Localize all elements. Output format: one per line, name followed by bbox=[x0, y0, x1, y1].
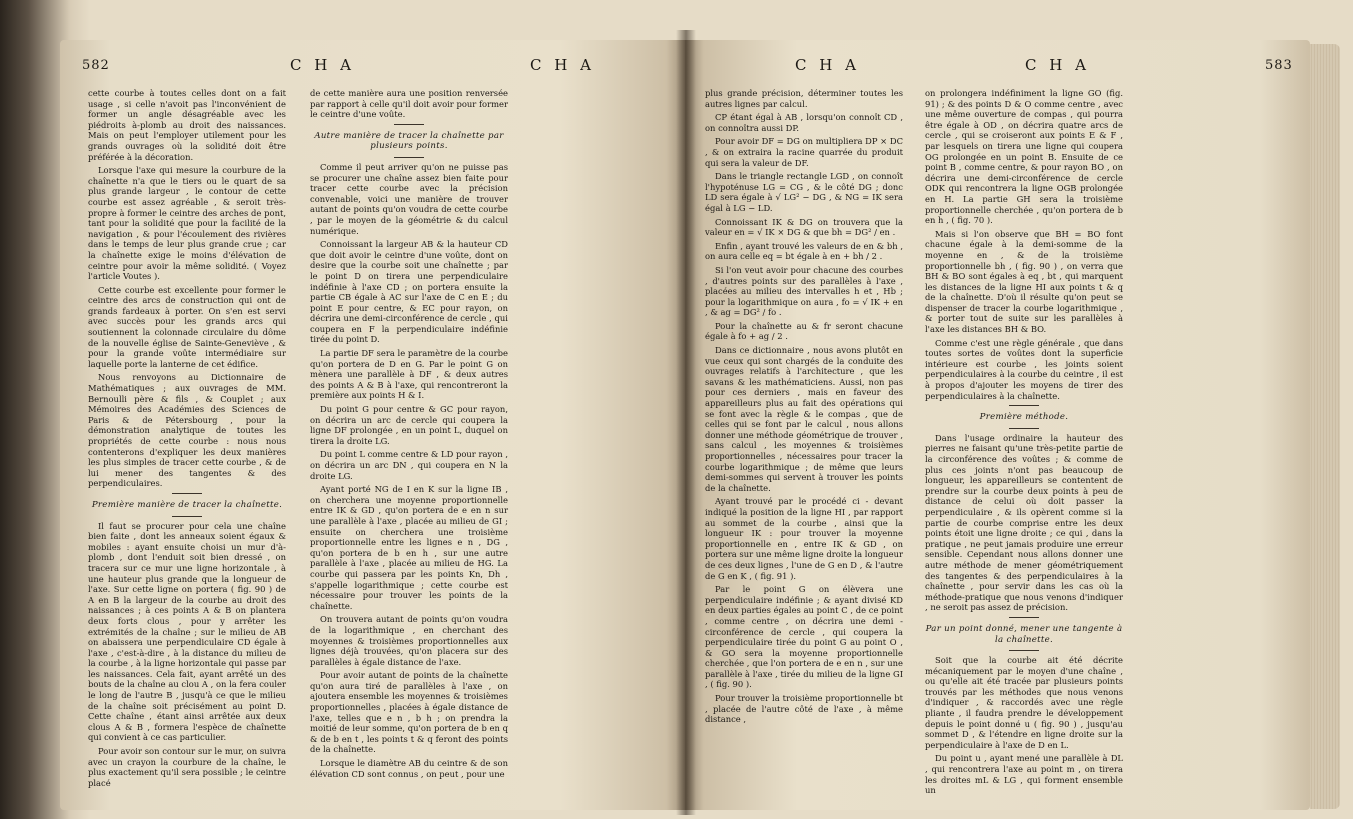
paragraph: Du point u , ayant mené une parallèle à DL , qui rencontrera l'axe au point m , on tirera les droites mL & LG , qui forment ensemble un bbox=[925, 753, 1123, 796]
column-2 bbox=[310, 88, 508, 782]
section-rule bbox=[1009, 650, 1039, 651]
column-3 bbox=[705, 88, 903, 728]
paragraph: on prolongera indéfiniment la ligne GO (fig. 91) ; & des points D & O comme centre , avec une même ouverture de compas , qui pourra être égale à OD , on décrira quatre arcs de cercle , qui se croiseront aux points E & F , par lesquels on tirera une ligne qui coupera OG prolongée en un point B. Ensuite de ce point B , comme centre, & pour rayon BO , on décrira une demi-circonférence de cercle ODK qui rencontrera la ligne OGB prolongée en H. La partie GH sera la troisième proportionnelle cherchée , qu'on portera de b en h , ( fig. 70 ). bbox=[925, 88, 1123, 226]
section-rule bbox=[1009, 428, 1039, 429]
left-head-word-2: C H A bbox=[530, 56, 595, 74]
paragraph: Si l'on veut avoir pour chacune des courbes , d'autres points sur des parallèles à l'axe , placées au milieu des intervalles h et , Hb ; pour la logarithmique on aura , fo = √ IK + en , & ag = DG² / fo . bbox=[705, 264, 903, 318]
paragraph: Cette courbe est excellente pour former le ceintre des arcs de construction qui ont de grands fardeaux à porter. On s'en est servi avec succès pour les grands arcs qui soutiennent la colonnade circulaire du dôme de la nouvelle église de Sainte-Geneviève , & pour la grande voûte intermédiaire sur laquelle porte la lanterne de cet édifice. bbox=[88, 284, 286, 369]
paragraph: Ayant trouvé par le procédé ci - devant indiqué la position de la ligne HI , par rapport au sommet de la courbe , ainsi que la longueur IK : pour trouver la moyenne proportionnelle en , entre IK & GD , on portera sur une même ligne droite la longueur de ces deux lignes , l'une de G en D , & l'autre de G en K , ( fig. 91 ). bbox=[705, 496, 903, 581]
right-head-word-1: C H A bbox=[795, 56, 860, 74]
paragraph: Par le point G on élèvera une perpendiculaire indéfinie ; & ayant divisé KD en deux parties égales au point C , de ce point , comme centre , on décrira une demi - circonférence de cercle , qui coupera la perpendiculaire tirée du point G au point O , & GO sera la moyenne proportionnelle cherchée , que l'on portera de e en n , sur une parallèle à l'axe , tirée du milieu de la ligne GI , ( fig. 90 ). bbox=[705, 584, 903, 690]
paragraph: Du point L comme centre & LD pour rayon , on décrira un arc DN , qui coupera en N la droite LG. bbox=[310, 449, 508, 481]
paragraph: Comme il peut arriver qu'on ne puisse pas se procurer une chaîne assez bien faite pour tracer cette courbe avec la précision convenable, voici une manière de trouver autant de points qu'on voudra de cette courbe , par le moyen de la géométrie & du calcul numérique. bbox=[310, 161, 508, 236]
left-page bbox=[60, 40, 685, 810]
right-page bbox=[685, 40, 1310, 810]
right-head-word-2: C H A bbox=[1025, 56, 1090, 74]
section-heading: Autre manière de tracer la chaînette par plusieurs points. bbox=[314, 130, 504, 152]
page-edges bbox=[1310, 44, 1340, 809]
right-page-number: 583 bbox=[1265, 58, 1293, 73]
section-rule bbox=[394, 124, 424, 125]
paragraph: Du point G pour centre & GC pour rayon, on décrira un arc de cercle qui coupera la ligne DF prolongée , en un point L, duquel on tirera la droite LG. bbox=[310, 404, 508, 446]
paragraph: cette courbe à toutes celles dont on a fait usage , si celle n'avoit pas l'inconvénient de former un angle désagréable avec les piédroits à-plomb au droit des naissances. Mais on peut l'employer utilement pour les grands ouvrages où la solidité doit être préférée à la décoration. bbox=[88, 88, 286, 162]
left-running-head bbox=[60, 56, 685, 80]
section-rule bbox=[1009, 617, 1039, 618]
paragraph: Soit que la courbe ait été décrite mécaniquement par le moyen d'une chaîne , ou qu'elle ait été tracée par plusieurs points trouvés par les méthodes que nous venons d'indiquer , & raccordés avec une règle pliante , il faudra prendre le développement depuis le point donné u ( fig. 90 ) , jusqu'au sommet D , & l'étendre en ligne droite sur la perpendiculaire à l'axe de D en L. bbox=[925, 655, 1123, 750]
paragraph: Dans ce dictionnaire , nous avons plutôt en vue ceux qui sont chargés de la conduite des ouvrages relatifs à l'architecture , que les savans & les mathématiciens. Aussi, non pas pour ces derniers , mais en faveur des appareilleurs plus au fait des opérations qui se font avec la règle & le compas , que de celles qui se font par le calcul , nous allons donner une méthode géométrique de trouver , sans calcul , les moyennes & troisièmes proportionnelles , nécessaires pour tracer la courbe logarithmique ; de même que leurs demi-sommes qui servent à trouver les points de la chaînette. bbox=[705, 345, 903, 493]
paragraph: Pour avoir autant de points de la chaînette qu'on aura tiré de parallèles à l'axe , on ajoutera ensemble les moyennes & troisièmes proportionnelles , placées à égale distance de l'axe, telles que e n , b h ; on prendra la moitié de leur somme, qu'on portera de b en q & de b en t , les points t & q feront des points de la chaînette. bbox=[310, 670, 508, 755]
paragraph: Mais si l'on observe que BH = BO font chacune égale à la demi-somme de la moyenne en , & de la troisième proportionnelle bh , ( fig. 90 ) , on verra que BH & BO sont égales à eq , bt , qui marquent les distances de la ligne HI aux points t & q de la chaînette. D'où il résulte qu'on peut se dispenser de tracer la courbe logarithmique , & porter tout de suite sur les parallèles à l'axe les distances BH & BO. bbox=[925, 228, 1123, 335]
paragraph: Enfin , ayant trouvé les valeurs de en & bh , on aura celle eq = bt égale à en + bh / 2 . bbox=[705, 240, 903, 262]
section-rule bbox=[172, 493, 202, 494]
paragraph: Nous renvoyons au Dictionnaire de Mathématiques ; aux ouvrages de MM. Bernoulli père & fils , & Couplet ; aux Mémoires des Académies des Sciences de Paris & de Pétersbourg , pour la démonstration analytique de toutes les propriétés de cette courbe : nous nous contenterons d'expliquer les deux manières les plus simples de tracer cette courbe , & de lui mener des tangentes & des perpendiculaires. bbox=[88, 372, 286, 489]
left-head-word-1: C H A bbox=[290, 56, 355, 74]
paragraph: Dans le triangle rectangle LGD , on connoît l'hypoténuse LG = CG , & le côté DG ; donc LD sera égale à √ LG² − DG , & NG = IK sera égal à LG − LD. bbox=[705, 171, 903, 213]
column-4 bbox=[925, 88, 1123, 799]
paragraph: On trouvera autant de points qu'on voudra de la logarithmique , en cherchant des moyennes & troisièmes proportionnelles aux lignes déjà trouvées, qu'on placera sur des parallèles à égale distance de l'axe. bbox=[310, 614, 508, 667]
paragraph: Lorsque le diamètre AB du ceintre & de son élévation CD sont connus , on peut , pour une bbox=[310, 758, 508, 779]
paragraph: La partie DF sera le paramètre de la courbe qu'on portera de D en G. Par le point G on mènera une parallèle à DF , & deux autres des points A & B à l'axe, qui rencontreront la première aux points H & I. bbox=[310, 348, 508, 401]
left-page-number: 582 bbox=[82, 58, 110, 73]
paragraph: Pour avoir son contour sur le mur, on suivra avec un crayon la courbure de la chaîne, le plus exactement qu'il sera possible ; le ceintre placé bbox=[88, 746, 286, 788]
right-running-head bbox=[685, 56, 1310, 80]
paragraph: Il faut se procurer pour cela une chaîne bien faite , dont les anneaux soient égaux & mobiles : ayant ensuite choisi un mur d'à-plomb , dont l'enduit soit bien dressé , on tracera sur ce mur une ligne horizontale , à une hauteur plus grande que la longueur de l'axe. Sur cette ligne on portera ( fig. 90 ) de A en B la largeur de la courbe au droit des naissances ; à ces points A & B on plantera deux forts clous , pour y arrêter les extrémités de la chaîne ; sur le milieu de AB on abaissera une perpendiculaire CD égale à l'axe , c'est-à-dire , à la distance du milieu de la courbe , à la ligne horizontale qui passe par les naissances. Cela fait, ayant arrêté un des bouts de la chaîne au clou A , on la fera couler le long de l'autre B , jusqu'à ce que le milieu de la chaîne soit précisément au point D. Cette chaîne , étant ainsi arrêtée aux deux clous A & B , formera l'espèce de chaînette qui convient à ce cas particulier. bbox=[88, 520, 286, 743]
section-rule bbox=[394, 157, 424, 158]
paragraph: Pour la chaînette au & fr seront chacune égale à fo + ag / 2 . bbox=[705, 320, 903, 342]
book-gutter bbox=[676, 30, 696, 815]
paragraph: Connoissant la largeur AB & la hauteur CD que doit avoir le ceintre d'une voûte, dont on desire que la courbe soit une chaînette ; par le point D on tirera une perpendiculaire indéfinie à l'axe CD ; on portera ensuite la partie CB égale à AC sur l'axe de C en E ; du point E pour centre, & EC pour rayon, on décrira une demi-circonférence de cercle , qui coupera en F la perpendiculaire indéfinie tirée du point D. bbox=[310, 239, 508, 345]
section-heading: Première méthode. bbox=[979, 412, 1069, 423]
paragraph: de cette manière aura une position renversée par rapport à celle qu'il doit avoir pour former le ceintre d'une voûte. bbox=[310, 88, 508, 120]
paragraph: Pour avoir DF = DG on multipliera DP × DC , & on extraira la racine quarrée du produit qui sera la valeur de DF. bbox=[705, 136, 903, 168]
paragraph: Ayant porté NG de I en K sur la ligne IB , on cherchera une moyenne proportionnelle entre IK & GD , qu'on portera de e en n sur une parallèle à l'axe , placée au milieu de GI ; ensuite on cherchera une troisième proportionnelle entre les lignes e n , DG , qu'on portera de b en h , sur une autre parallèle à l'axe , placée au milieu de HG. La courbe qui passera par les points Kn, Dh , s'appelle logarithmique ; cette courbe est nécessaire pour trouver les points de la chaînette. bbox=[310, 484, 508, 611]
section-rule bbox=[172, 516, 202, 517]
paragraph: CP étant égal à AB , lorsqu'on connoît CD , on connoîtra aussi DP. bbox=[705, 112, 903, 133]
paragraph: Lorsque l'axe qui mesure la courbure de la chaînette n'a que le tiers ou le quart de sa plus grande largeur , le contour de cette courbe est assez agréable , & seroit très-propre à former le ceintre des arches de pont, tant pour la solidité que pour la facilité de la navigation , & pour l'écoulement des rivières dans le temps de leur plus grande crue ; car la chaînette exige le moins d'élévation de ceintre pour avoir la même solidité. ( Voyez l'article Voutes ). bbox=[88, 165, 286, 282]
section-heading: Première manière de tracer la chaînette. bbox=[91, 499, 283, 510]
section-rule bbox=[1009, 405, 1039, 406]
paragraph: Dans l'usage ordinaire la hauteur des pierres ne faisant qu'une très-petite partie de la circonférence des voûtes ; & comme de plus ces joints n'ont pas beaucoup de longueur, les appareilleurs se contentent de prendre sur la courbe deux points à peu de distance de celui où doit passer la perpendiculaire , & ils opèrent comme si la partie de courbe comprise entre les deux points étoit une ligne droite ; ce qui , dans la pratique , ne peut jamais produire une erreur sensible. Cependant nous allons donner une autre méthode de mener géométriquement des tangentes & des perpendiculaires à la chaînette , pour servir dans les cas où la méthode-pratique que nous venons d'indiquer , ne seroit pas assez de précision. bbox=[925, 432, 1123, 613]
section-heading: Par un point donné, mener une tangente à la chaînette. bbox=[925, 623, 1123, 645]
column-1 bbox=[88, 88, 286, 791]
paragraph: plus grande précision, déterminer toutes les autres lignes par calcul. bbox=[705, 88, 903, 109]
paragraph: Comme c'est une règle générale , que dans toutes sortes de voûtes dont la superficie intérieure est courbe , les joints soient perpendiculaires à la courbe du ceintre , il est à propos d'ajouter les moyens de tirer des perpendiculaires à la chaînette. bbox=[925, 337, 1123, 401]
paragraph: Pour trouver la troisième proportionnelle bt , placée de l'autre côté de l'axe , à même distance , bbox=[705, 693, 903, 725]
paragraph: Connoissant IK & DG on trouvera que la valeur en = √ IK × DG & que bh = DG² / en . bbox=[705, 216, 903, 238]
